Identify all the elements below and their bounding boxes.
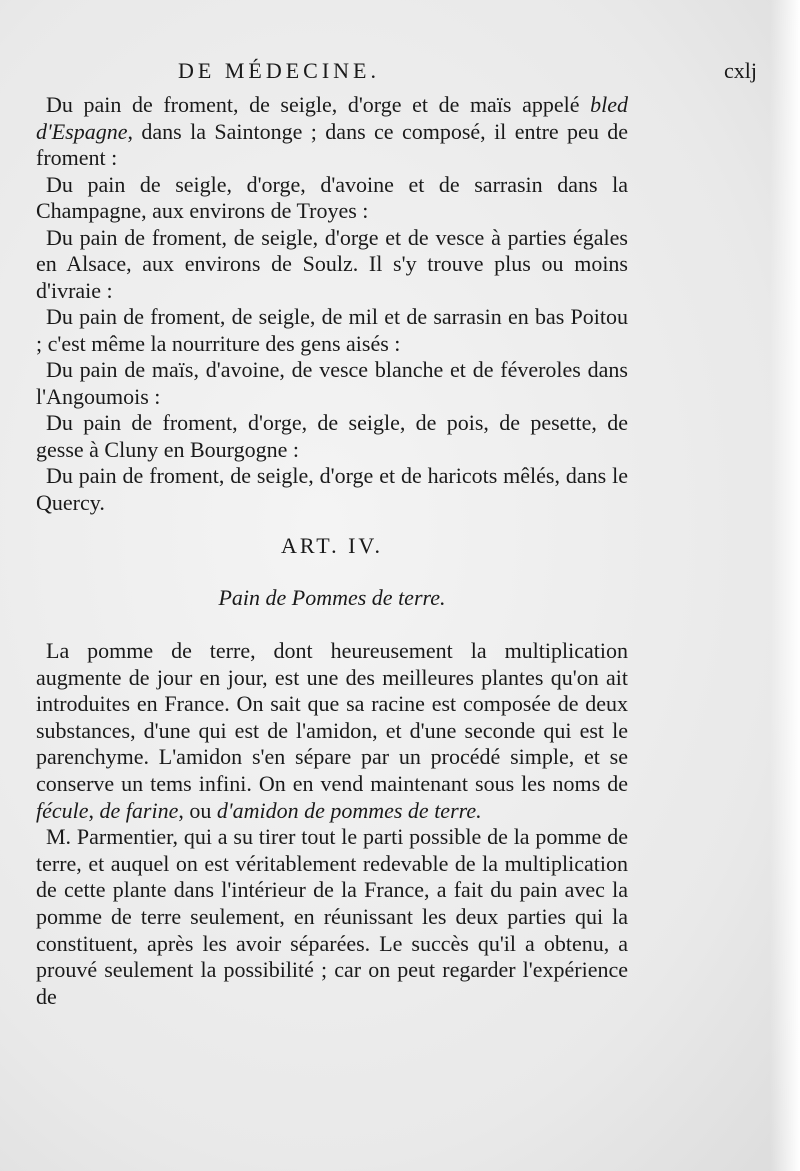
paragraph: Du pain de froment, de seigle, d'orge et de vesce à parties égales en Alsace, aux environs de Soulz. Il s'y trouve plus ou moins d'ivraie : <box>36 224 628 303</box>
paragraph: Du pain de seigle, d'orge, d'avoine et de sarrasin dans la Champagne, aux environs de Troyes : <box>36 171 628 223</box>
italic-term: de farine <box>99 797 179 823</box>
paragraph: Du pain de froment, de seigle, d'orge et de haricots mêlés, dans le Quercy. <box>36 463 628 515</box>
article-label: ART. IV. <box>281 533 383 558</box>
text-run: , dans la Saintonge ; dans ce composé, il entre peu de froment : <box>36 118 628 170</box>
text-run: La pomme de terre, dont heureusement la multiplication augmente de jour en jour, est une des meilleures plantes qu'on ait introduites en France. On sait que sa racine est composée de deux substances, d'une qui est de l'amidon, et d'une seconde qui est le parenchyme. L'amidon s'en sépare par un procédé simple, et se conserve un tems infini. On en vend maintenant sous les noms de <box>36 638 628 796</box>
running-head: DE MÉDECINE. <box>178 58 380 83</box>
text-run: , ou <box>178 797 217 823</box>
body-text-top <box>36 92 628 516</box>
text-run: Du pain de froment, de seigle, d'orge et de maïs appelé <box>46 92 591 117</box>
paragraph: Du pain de maïs, d'avoine, de vesce blanche et de féveroles dans l'Angoumois : <box>36 357 628 409</box>
italic-term: fécule <box>36 797 89 823</box>
text-run: , <box>88 797 100 823</box>
italic-term: bled d'Espagne <box>36 92 628 144</box>
body-text-bottom <box>36 638 628 1010</box>
paragraph <box>36 638 628 824</box>
paragraph: Du pain de froment, d'orge, de seigle, de pois, de pesette, de gesse à Cluny en Bourgogne : <box>36 410 628 462</box>
paragraph: M. Parmentier, qui a su tirer tout le parti possible de la pomme de terre, et auquel on est véritablement redevable de la multiplication de cette plante dans l'intérieur de la France, a fait du pain avec la pomme de terre seulement, en réunissant les deux parties qui la constituent, après les avoir séparées. Le succès qu'il a obtenu, a prouvé seulement la possibilité ; car on peut regarder l'expérience de <box>36 824 628 1009</box>
paragraph <box>36 92 628 172</box>
italic-term: d'amidon de pommes de terre. <box>216 797 482 823</box>
page-header <box>0 58 800 92</box>
article-title: Pain de Pommes de terre. <box>218 585 446 610</box>
page-edge <box>770 0 800 1171</box>
paragraph: Du pain de froment, de seigle, de mil et de sarrasin en bas Poitou ; c'est même la nourriture des gens aisés : <box>36 304 628 356</box>
page-number: cxlj <box>724 58 757 83</box>
